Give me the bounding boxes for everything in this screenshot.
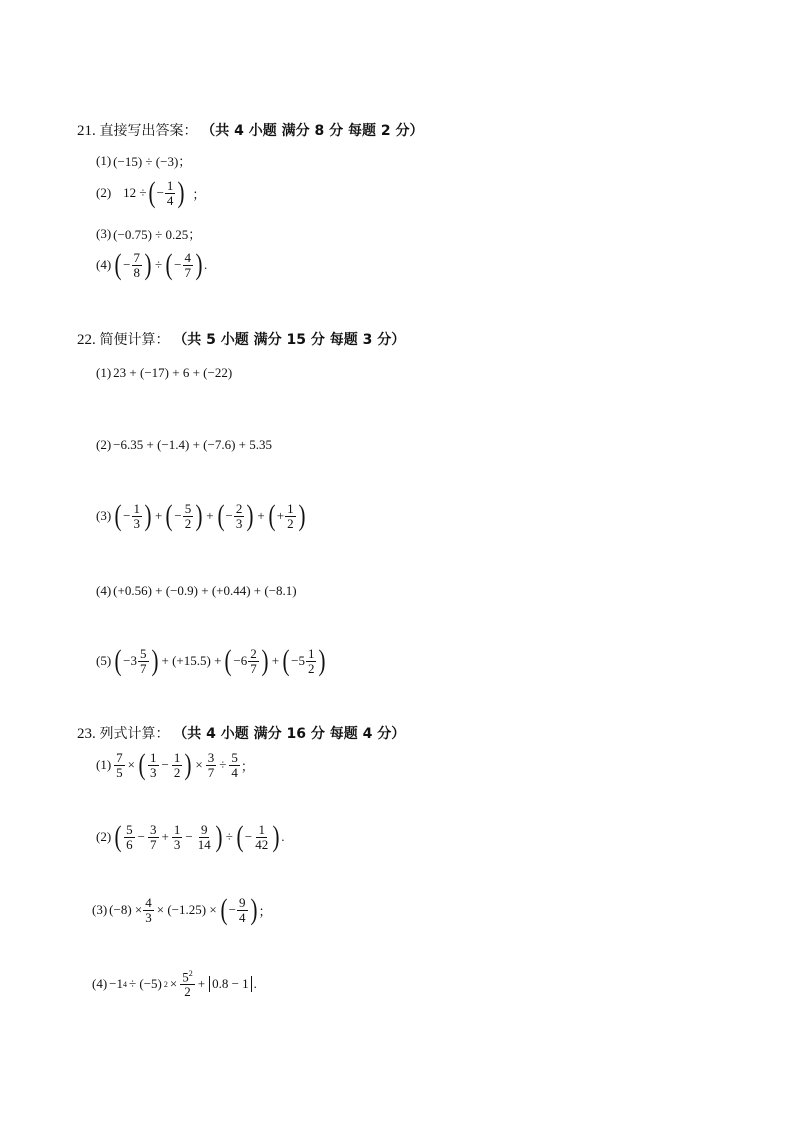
problem-label: (3) xyxy=(96,508,112,523)
sign: − xyxy=(174,257,182,272)
problem-23-2: (2) ( $\frac{5}{6}$ − $\frac{3}{7}$ + $\frac{1}{3}$ − $\frac{9}{14}$ ) ÷ ( − $\frac{1}{42}$ ) . xyxy=(96,820,285,853)
question-category: 直接写出答案： xyxy=(99,123,198,139)
problem-21-3 xyxy=(96,224,201,243)
fraction: $\frac{1}{3}$ xyxy=(173,821,181,852)
problem-expression: −6.35 + (−1.4) + (−7.6) + 5.35 xyxy=(113,437,272,452)
problem-21-4 xyxy=(96,250,207,280)
question-number: 21. xyxy=(77,123,96,139)
right-paren: ) xyxy=(177,176,185,209)
problem-21-1 xyxy=(96,151,191,170)
problem-label: (3) xyxy=(92,902,108,917)
problem-expression: (−0.75) ÷ 0.25； xyxy=(113,227,202,242)
question-23-title xyxy=(77,723,405,743)
fraction: $\frac{7}{5}$ xyxy=(116,749,123,780)
problem-label: (5) xyxy=(96,653,112,668)
problem-label: (4) xyxy=(92,976,108,992)
problem-22-5: (5) ( −3 $\frac{5}{7}$ ) + (+15.5) + ( −6 $\frac{2}{7}$ ) + ( −5 $\frac{1}{2}$ ) xyxy=(96,644,326,677)
question-category: 列式计算： xyxy=(99,726,170,742)
fraction: $\frac{9}{14}$ xyxy=(197,821,211,852)
fraction: $\frac{1}{4}$ xyxy=(166,177,174,208)
question-category: 简便计算： xyxy=(99,332,170,348)
sign: − xyxy=(123,257,131,272)
problem-label: (1) xyxy=(96,152,112,168)
problem-22-2 xyxy=(96,437,272,453)
left-paren: ( xyxy=(114,248,122,281)
fraction: $\frac{3}{7}$ xyxy=(207,749,215,780)
problem-label: (1) xyxy=(96,365,112,380)
problem-label: (4) xyxy=(96,583,112,598)
fraction: $\frac{1}{42}$ xyxy=(255,821,269,852)
left-paren: ( xyxy=(148,176,156,209)
operator: ÷ xyxy=(155,257,163,272)
fraction: $\frac{1}{2}$ xyxy=(307,645,315,676)
fraction: $\frac{1}{2}$ xyxy=(173,749,181,780)
question-22-title xyxy=(77,329,405,349)
problem-expression: (+0.56) + (−0.9) + (+0.44) + (−8.1) xyxy=(113,583,297,598)
problem-22-3: (3) ( − $\frac{1}{3}$ ) + ( − $\frac{5}{2}$ ) + ( − $\frac{2}{3}$ ) + ( + $\frac{1}{2}$ ) xyxy=(96,499,306,532)
fraction: $\frac{2}{7}$ xyxy=(250,645,257,676)
left-paren: ( xyxy=(165,248,173,281)
fraction: $\frac{2}{3}$ xyxy=(235,500,243,531)
fraction: $\frac{9}{4}$ xyxy=(239,894,246,925)
fraction: $\frac{4}{3}$ xyxy=(145,894,152,925)
problem-22-4 xyxy=(96,583,297,599)
problem-label: (2) xyxy=(96,437,112,452)
fraction: $\frac{5}{4}$ xyxy=(231,749,238,780)
fraction: $\frac{5}{2}$ xyxy=(184,500,192,531)
problem-21-2 xyxy=(96,178,205,208)
question-21-title xyxy=(77,120,423,140)
fraction: $\frac{5}{7}$ xyxy=(140,645,147,676)
sign: − xyxy=(156,185,164,200)
fraction: $\frac{7}{8}$ xyxy=(133,249,141,280)
fraction: $\frac{5^2}{2}$ xyxy=(182,969,193,999)
absolute-value: 0.8 − 1 xyxy=(209,976,252,992)
problem-label: (1) xyxy=(96,757,112,772)
fraction: $\frac{4}{7}$ xyxy=(184,249,191,280)
problem-22-1 xyxy=(96,365,232,381)
problem-expression: 23 + (−17) + 6 + (−22) xyxy=(113,365,233,380)
problem-label: (3) xyxy=(96,225,112,241)
question-meta: （共 4 小题 满分 8 分 每题 2 分） xyxy=(201,123,424,139)
fraction: $\frac{5}{6}$ xyxy=(126,821,133,852)
problem-label: (2) xyxy=(96,829,112,844)
problem-23-4: (4) −1 4 ÷ (−5) 2 × $\frac{5^2}{2}$ + 0.8 − 1 . xyxy=(92,969,257,999)
fraction: $\frac{1}{2}$ xyxy=(287,500,294,531)
problem-expression: (−15) ÷ (−3)； xyxy=(113,154,192,169)
question-number: 22. xyxy=(77,332,96,348)
problem-expression: 12 ÷ xyxy=(123,185,147,200)
right-paren: ) xyxy=(195,248,203,281)
question-meta: （共 5 小题 满分 15 分 每题 3 分） xyxy=(173,332,406,348)
question-meta: （共 4 小题 满分 16 分 每题 4 分） xyxy=(173,726,406,742)
right-paren: ) xyxy=(144,248,152,281)
problem-label: (4) xyxy=(96,257,112,272)
problem-23-1: (1) $\frac{7}{5}$ × ( $\frac{1}{3}$ − $\frac{1}{2}$ ) × $\frac{3}{7}$ ÷ $\frac{5}{4}$ ； xyxy=(96,748,254,781)
question-number: 23. xyxy=(77,726,96,742)
fraction: $\frac{1}{3}$ xyxy=(150,749,157,780)
problem-label: (2) xyxy=(96,185,112,200)
punct: . xyxy=(204,257,208,272)
problem-23-3: (3) (−8) × $\frac{4}{3}$ × (−1.25) × ( − $\frac{9}{4}$ ) ； xyxy=(92,893,272,926)
punct: ； xyxy=(192,186,206,202)
fraction: $\frac{1}{3}$ xyxy=(133,500,141,531)
fraction: $\frac{3}{7}$ xyxy=(150,821,157,852)
